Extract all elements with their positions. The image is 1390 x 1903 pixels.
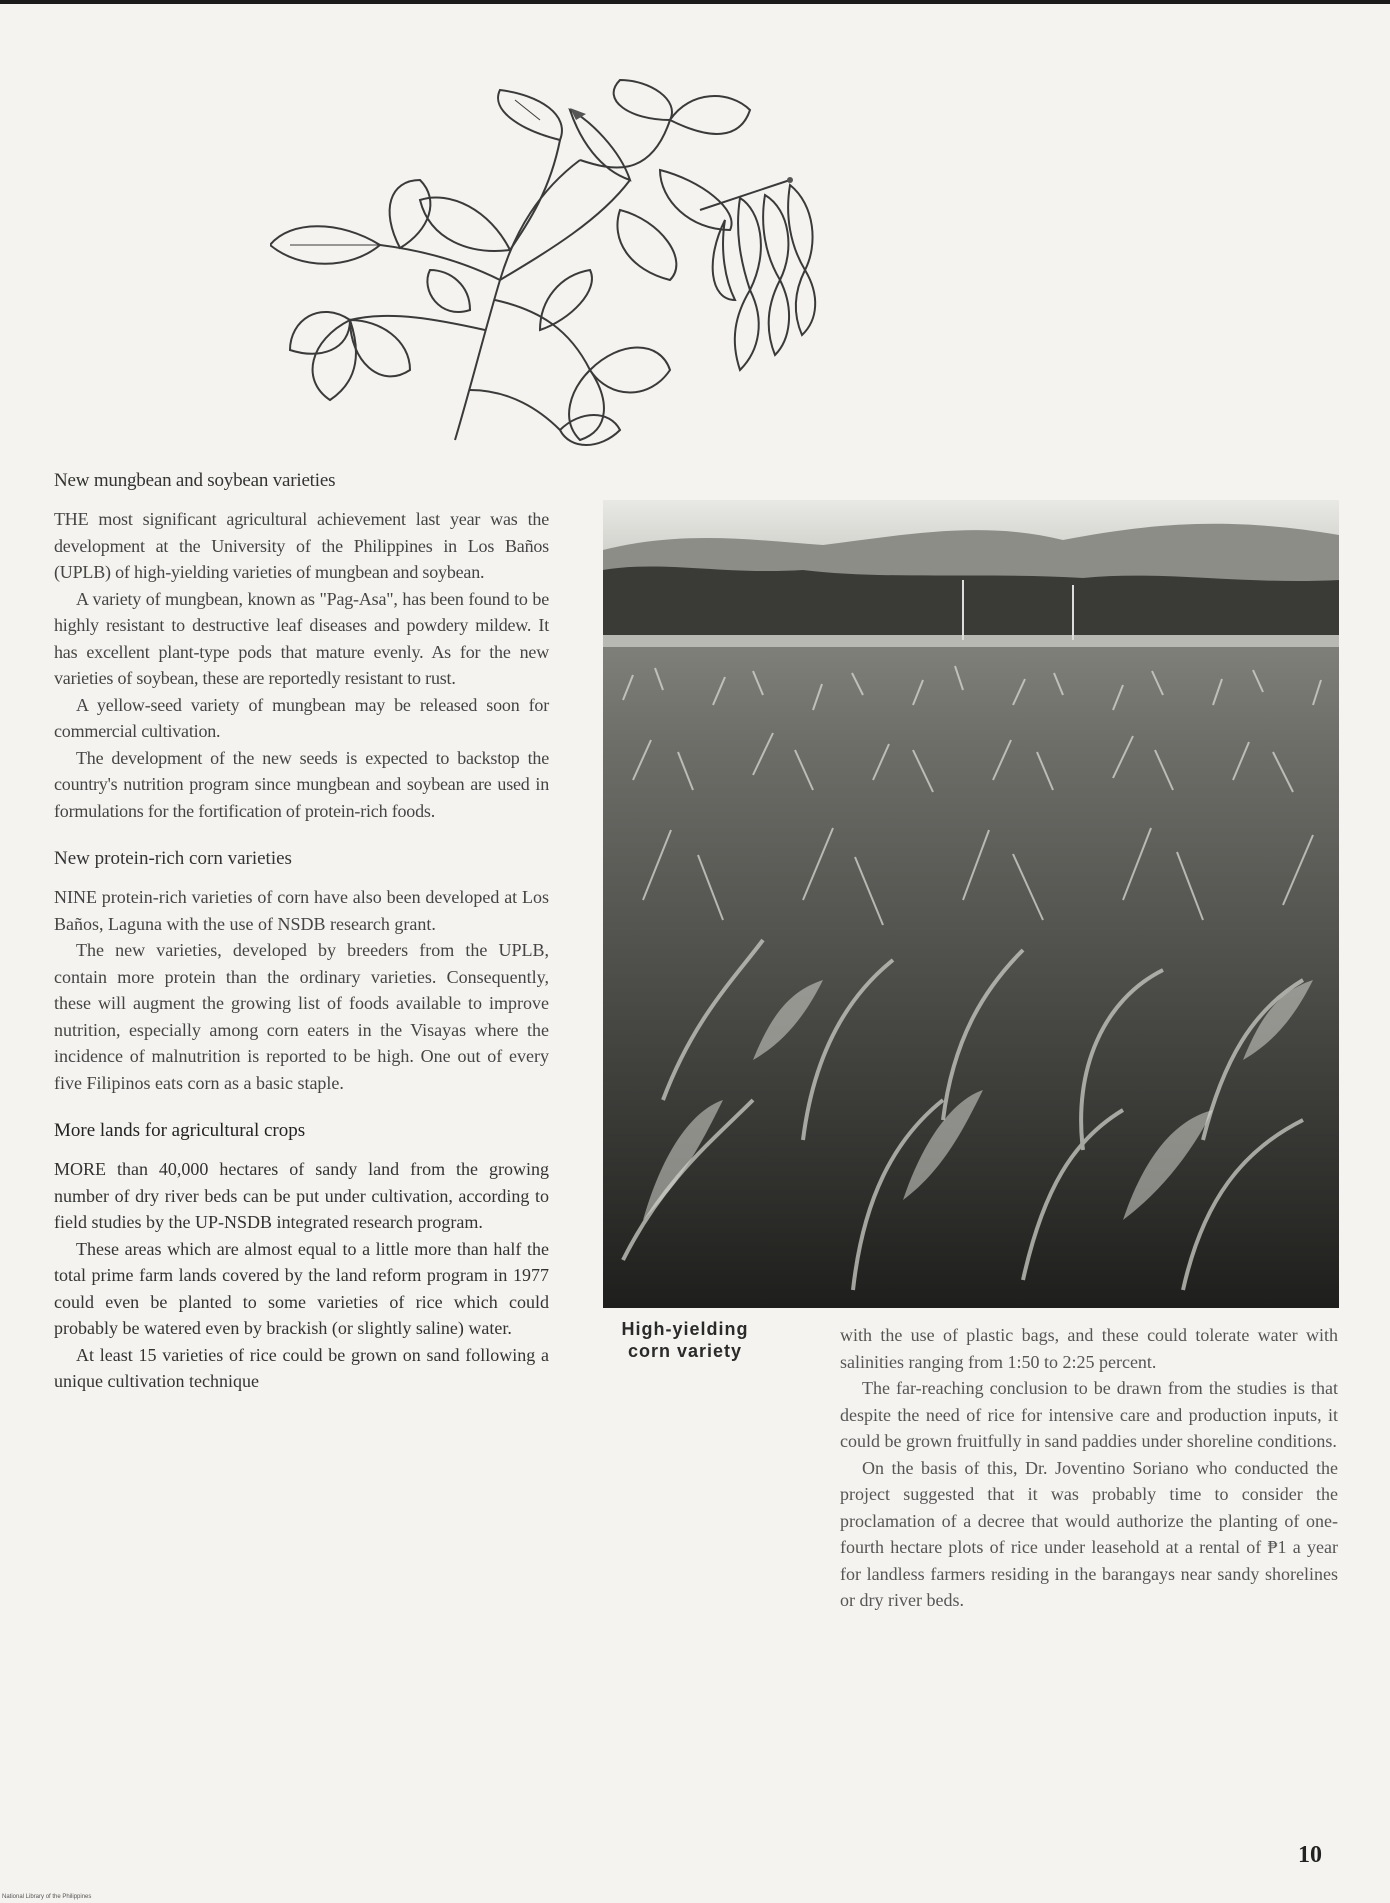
paragraph: THE most significant agricultural achievement last year was the development at the University of the Philippines in Los Baños (UPLB) of high-yielding varieties of mungbean and soybean. [54,509,549,582]
paragraph: The far-reaching conclusion to be drawn from the studies is that despite the need of rice for intensive care and production inputs, it could be grown fruitfully in sand paddies under shoreline conditions. [840,1378,1338,1451]
left-column [54,470,549,1419]
right-column [840,1322,1338,1614]
paragraph: These areas which are almost equal to a little more than half the total prime farm lands covered by the land reform program in 1977 could even be planted to some varieties of rice which could probably be watered even by brackish (or slightly saline) water. [54,1238,549,1338]
section-heading: More lands for agricultural crops [54,1120,306,1141]
section-heading: New mungbean and soybean varieties [54,470,336,491]
caption-line-1: High-yielding [621,1319,749,1339]
corn-field-photo [603,500,1339,1308]
paragraph: NINE protein-rich varieties of corn have also been developed at Los Baños, Laguna with the use of NSDB research grant. [54,887,549,934]
page-number: 10 [1298,1842,1322,1868]
caption-line-2: corn variety [627,1341,743,1361]
section-mungbean-soybean [54,470,549,824]
paragraph: A variety of mungbean, known as "Pag-Asa", has been found to be highly resistant to destructive leaf diseases and powdery mildew. It has excellent plant-type pods that mature evenly. As for the new varieties of soybean, these are reportedly resistant to rust. [54,588,549,688]
paragraph: The new varieties, developed by breeders from the UPLB, contain more protein than the ordinary varieties. Consequently, these will augment the growing list of foods available to improve nutrition, especially among corn eaters in the Visayas where the incidence of malnutrition is reported to be high. One out of every five Filipinos eats corn as a basic staple. [54,940,549,1093]
library-footer-mark: National Library of the Philippines [2,1894,92,1900]
section-heading: New protein-rich corn varieties [54,848,292,869]
paragraph: A yellow-seed variety of mungbean may be released soon for commercial cultivation. [54,694,549,741]
photo-caption [590,1318,780,1362]
top-rule [0,0,1390,4]
paragraph: The development of the new seeds is expected to backstop the country's nutrition program since mungbean and soybean are used in formulations for the fortification of protein-rich foods. [54,747,549,821]
paragraph: At least 15 varieties of rice could be grown on sand following a unique cultivation technique [54,1344,549,1391]
section-corn [54,848,549,1096]
section-lands [54,1120,549,1395]
soybean-plant-illustration [270,70,840,450]
paragraph: with the use of plastic bags, and these could tolerate water with salinities ranging from 1:50 to 2:25 percent. [840,1325,1338,1372]
paragraph: On the basis of this, Dr. Joventino Soriano who conducted the project suggested that it was probably time to consider the proclamation of a decree that would authorize the planting of one-fourth hectare plots of rice under leasehold at a rental of ₱1 a year for landless farmers residing in the barangays near sandy shorelines or dry river beds. [840,1457,1338,1610]
paragraph: MORE than 40,000 hectares of sandy land from the growing number of dry river beds can be put under cultivation, according to field studies by the UP-NSDB integrated research program. [54,1159,549,1232]
